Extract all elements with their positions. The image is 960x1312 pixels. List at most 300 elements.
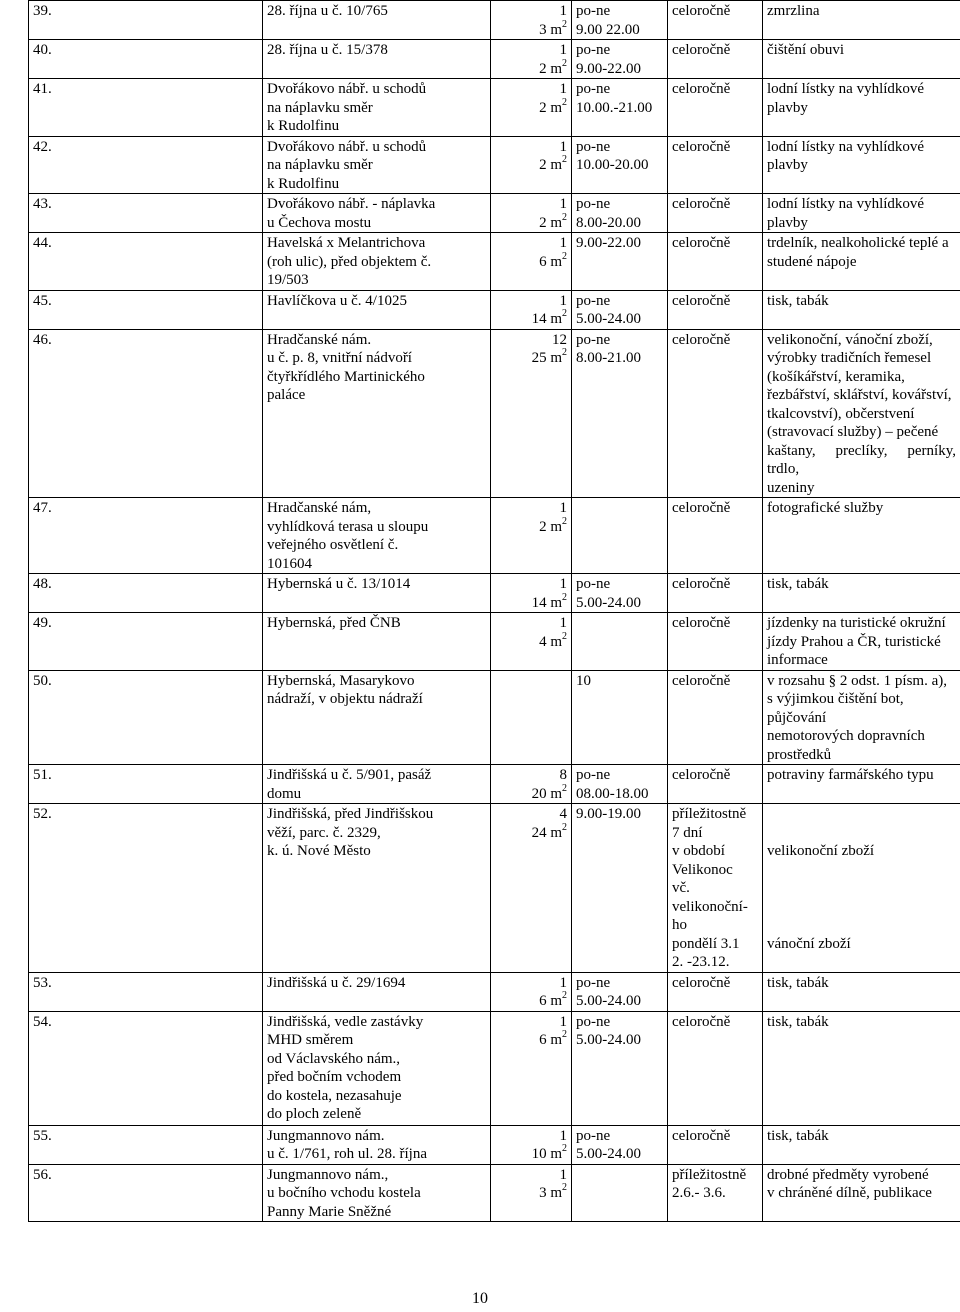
goods-cell [763, 1125, 960, 1164]
goods-line: jízdenky na turistické okružní [767, 615, 946, 631]
address-line: Hradčanské nám, [267, 500, 372, 516]
table-row [29, 1125, 960, 1164]
season-cell [668, 613, 763, 671]
goods-cell [763, 194, 960, 233]
row-number: 56. [33, 1166, 52, 1183]
address-line: u Čechova mostu [267, 214, 372, 231]
address-line: Dvořákovo nábř. - náplavka [267, 196, 436, 212]
goods-cell [763, 670, 960, 765]
season-line: celoročně [672, 576, 731, 592]
row-number-cell [29, 670, 263, 765]
row-number-cell [29, 1011, 263, 1125]
opening-hours-cell [572, 613, 668, 671]
season-line: 7 dní [672, 824, 703, 841]
address-cell [263, 40, 491, 79]
area-exponent: 2 [562, 154, 567, 165]
address-line: domu [267, 785, 302, 802]
stand-count: 1 [559, 196, 567, 212]
opening-hours-line: po-ne [576, 576, 611, 592]
goods-line: velikonoční zboží [767, 843, 875, 859]
goods-cell [763, 765, 960, 804]
goods-line: plavby [767, 214, 808, 231]
row-number-cell [29, 1164, 263, 1222]
stand-area: 6 $m^2$ [539, 1029, 567, 1048]
address-cell [263, 574, 491, 613]
address-cell [263, 1125, 491, 1164]
stand-area: 14 $m^2$ [531, 591, 567, 611]
season-cell [668, 194, 763, 233]
season-line: celoročně [672, 235, 731, 251]
season-cell [668, 79, 763, 137]
stand-count: 1 [559, 615, 567, 631]
row-number: 43. [33, 196, 52, 212]
season-cell [668, 40, 763, 79]
goods-line: jízdy Prahou a ČR, turistické [767, 633, 941, 650]
address-line: Dvořákovo nábř. u schodů [267, 138, 427, 155]
stands-area-cell [491, 233, 572, 291]
season-line: celoročně [672, 500, 731, 516]
row-number: 44. [33, 235, 52, 251]
stands-area-cell [491, 290, 572, 329]
row-number: 39. [33, 3, 52, 19]
address-line: Jindřišská u č. 5/901, pasáž [267, 767, 432, 783]
season-cell [668, 1011, 763, 1125]
opening-hours-cell [572, 1164, 668, 1222]
row-number-cell [29, 765, 263, 804]
stand-count: 1 [559, 576, 567, 592]
season-line: celoročně [672, 615, 731, 631]
address-line: Jungmannovo nám., [267, 1166, 389, 1183]
stands-area-cell [491, 804, 572, 973]
address-line: od Václavského nám., [267, 1050, 401, 1067]
row-number-cell [29, 136, 263, 194]
stands-area-cell [491, 79, 572, 137]
stands-area-cell [491, 574, 572, 613]
season-line: velikonoční- [672, 898, 748, 915]
opening-hours-line: po-ne [576, 767, 611, 783]
stands-area-cell [491, 670, 572, 765]
opening-hours-cell [572, 574, 668, 613]
opening-hours-cell [572, 290, 668, 329]
row-number: 47. [33, 500, 52, 516]
address-line: Jindřišská, vedle zastávky [267, 1013, 424, 1030]
goods-line [767, 916, 956, 935]
goods-line: v chráněné dílně, publikace [767, 1185, 932, 1201]
goods-cell [763, 1164, 960, 1222]
address-cell [263, 136, 491, 194]
season-line: příležitostně [672, 1166, 747, 1183]
table-row [29, 765, 960, 804]
goods-line: nemotorových dopravních [767, 728, 925, 744]
goods-cell [763, 804, 960, 973]
goods-line: prostředků [767, 746, 832, 763]
goods-cell [763, 613, 960, 671]
stands-area-cell [491, 1125, 572, 1164]
season-cell [668, 233, 763, 291]
stands-area-cell [491, 194, 572, 233]
goods-cell [763, 972, 960, 1011]
row-number-cell [29, 329, 263, 498]
table-row [29, 329, 960, 498]
season-line: celoročně [672, 138, 731, 155]
stand-area: 14 $m^2$ [531, 308, 567, 327]
address-line: do ploch zeleně [267, 1106, 362, 1122]
opening-hours-line: po-ne [576, 138, 611, 155]
address-cell [263, 329, 491, 498]
opening-hours-line: po-ne [576, 81, 611, 97]
stand-count: 1 [559, 974, 567, 991]
goods-cell [763, 79, 960, 137]
goods-cell [763, 233, 960, 291]
goods-line: řezbářství, sklářství, kovářství, [767, 387, 952, 403]
address-cell [263, 765, 491, 804]
stand-count: 8 [559, 767, 567, 783]
season-cell [668, 574, 763, 613]
stand-area: 25 $m^2$ [531, 347, 567, 366]
season-cell [668, 290, 763, 329]
opening-hours-cell [572, 498, 668, 574]
area-exponent: 2 [562, 782, 567, 794]
opening-hours-line: 10.00-20.00 [576, 157, 649, 173]
stand-area: 6 $m^2$ [539, 990, 567, 1009]
season-line: celoročně [672, 3, 731, 19]
address-cell [263, 79, 491, 137]
table-row [29, 290, 960, 329]
stands-area-cell [491, 40, 572, 79]
row-number-cell [29, 290, 263, 329]
goods-line [767, 898, 956, 917]
opening-hours-line: 5.00-24.00 [576, 1032, 641, 1048]
row-number-cell [29, 194, 263, 233]
address-line: k. ú. Nové Město [267, 843, 371, 859]
area-exponent: 2 [562, 18, 567, 30]
address-line: paláce [267, 387, 306, 403]
stands-area-cell [491, 1164, 572, 1222]
opening-hours-line: 8.00-20.00 [576, 214, 641, 231]
row-number-cell [29, 613, 263, 671]
opening-hours-line: 5.00-24.00 [576, 311, 641, 327]
season-cell [668, 765, 763, 804]
season-line: pondělí 3.1 [672, 935, 740, 952]
goods-line: kaštany, preclíky, perníky, trdlo, [767, 442, 956, 477]
table-row [29, 40, 960, 79]
opening-hours-cell [572, 1, 668, 40]
table-row [29, 1011, 960, 1125]
goods-line: lodní lístky na vyhlídkové [767, 138, 925, 155]
address-line: (roh ulic), před objektem č. [267, 253, 432, 270]
table-row [29, 670, 960, 765]
table-row [29, 194, 960, 233]
opening-hours-line: 9.00-22.00 [576, 235, 641, 251]
address-line: Hybernská u č. 13/1014 [267, 576, 411, 592]
address-line: 28. října u č. 10/765 [267, 3, 388, 19]
address-line: 101604 [267, 555, 312, 572]
opening-hours-cell [572, 765, 668, 804]
market-locations-table [28, 0, 960, 1222]
stands-area-cell [491, 765, 572, 804]
row-number: 48. [33, 576, 52, 592]
opening-hours-cell [572, 79, 668, 137]
opening-hours-cell [572, 1125, 668, 1164]
address-line: u bočního vchodu kostela [267, 1185, 421, 1201]
season-line: celoročně [672, 767, 731, 783]
goods-line: tkalcovství), občerstvení [767, 405, 915, 422]
opening-hours-cell [572, 670, 668, 765]
address-cell [263, 804, 491, 973]
address-line: na náplavku směr [267, 157, 373, 173]
stand-count: 1 [559, 3, 567, 19]
opening-hours-line: 9.00 22.00 [576, 21, 640, 38]
goods-line: plavby [767, 99, 808, 116]
address-line: Havlíčkova u č. 4/1025 [267, 292, 407, 309]
goods-line: s výjimkou čištění bot, [767, 691, 904, 707]
opening-hours-cell [572, 804, 668, 973]
table-row [29, 1, 960, 40]
goods-line [767, 879, 956, 898]
row-number-cell [29, 972, 263, 1011]
area-exponent: 2 [562, 515, 567, 527]
stand-count: 1 [559, 292, 567, 309]
row-number-cell [29, 1, 263, 40]
address-line: věží, parc. č. 2329, [267, 824, 381, 841]
opening-hours-cell [572, 136, 668, 194]
goods-line: drobné předměty vyrobené [767, 1166, 929, 1183]
table-row [29, 233, 960, 291]
stand-area: 2 $m^2$ [539, 96, 567, 116]
season-line: celoročně [672, 331, 731, 348]
stand-count: 1 [559, 1127, 567, 1144]
opening-hours-line: 08.00-18.00 [576, 785, 649, 802]
row-number: 50. [33, 672, 52, 689]
goods-line: v rozsahu § 2 odst. 1 písm. a), [767, 672, 947, 689]
table-row [29, 972, 960, 1011]
address-cell [263, 1164, 491, 1222]
table-row [29, 804, 960, 973]
season-line: celoročně [672, 42, 731, 58]
stands-area-cell [491, 1, 572, 40]
area-exponent: 2 [562, 250, 567, 262]
row-number: 41. [33, 81, 52, 97]
goods-line: plavby [767, 157, 808, 173]
season-line: celoročně [672, 81, 731, 97]
area-exponent: 2 [562, 211, 567, 223]
address-cell [263, 498, 491, 574]
row-number-cell [29, 233, 263, 291]
stands-area-cell [491, 498, 572, 574]
address-cell [263, 613, 491, 671]
address-line: do kostela, nezasahuje [267, 1087, 402, 1104]
goods-line: (stravovací služby) – pečené [767, 424, 939, 440]
address-line: před bočním vchodem [267, 1069, 402, 1085]
goods-cell [763, 329, 960, 498]
goods-line: vánoční zboží [767, 935, 851, 952]
opening-hours-line: 5.00-24.00 [576, 594, 641, 611]
season-line: 2. -23.12. [672, 954, 730, 970]
opening-hours-line: 9.00-22.00 [576, 60, 641, 77]
row-number: 42. [33, 138, 52, 155]
goods-line [767, 861, 956, 880]
row-number: 45. [33, 292, 52, 309]
goods-line: tisk, tabák [767, 292, 829, 309]
opening-hours-line: po-ne [576, 196, 611, 212]
season-cell [668, 136, 763, 194]
area-exponent: 2 [562, 347, 567, 358]
address-line: k Rudolfinu [267, 118, 340, 134]
goods-line: tisk, tabák [767, 974, 829, 991]
goods-cell [763, 574, 960, 613]
season-cell [668, 498, 763, 574]
stand-area: 3 $m^2$ [539, 18, 567, 38]
goods-line: půjčování [767, 709, 827, 726]
address-line: Panny Marie Sněžné [267, 1203, 392, 1220]
area-exponent: 2 [562, 591, 567, 603]
address-line: veřejného osvětlení č. [267, 537, 399, 553]
address-line: Jungmannovo nám. [267, 1127, 385, 1144]
opening-hours-line: po-ne [576, 3, 611, 19]
row-number: 54. [33, 1013, 52, 1030]
row-number: 52. [33, 806, 52, 822]
area-exponent: 2 [562, 96, 567, 108]
row-number: 53. [33, 974, 52, 991]
goods-line: lodní lístky na vyhlídkové [767, 81, 925, 97]
goods-line: lodní lístky na vyhlídkové [767, 196, 925, 212]
season-line: 2.6.- 3.6. [672, 1185, 726, 1201]
address-line: u č. 1/761, roh ul. 28. října [267, 1146, 427, 1162]
row-number: 55. [33, 1127, 52, 1144]
address-line: Hradčanské nám. [267, 331, 372, 348]
goods-line: velikonoční, vánoční zboží, [767, 331, 933, 348]
opening-hours-line: 5.00-24.00 [576, 1146, 641, 1162]
goods-line: studené nápoje [767, 253, 857, 270]
address-line: Hybernská, Masarykovo [267, 672, 415, 689]
stands-area-cell [491, 136, 572, 194]
season-line: ho [672, 917, 687, 933]
season-line: celoročně [672, 672, 731, 689]
goods-cell [763, 498, 960, 574]
stand-area: 24 $m^2$ [531, 821, 567, 841]
area-exponent: 2 [562, 1029, 567, 1040]
opening-hours-line: 9.00-19.00 [576, 806, 641, 822]
area-exponent: 2 [562, 630, 567, 642]
address-cell [263, 1011, 491, 1125]
stand-area: 2 $m^2$ [539, 211, 567, 231]
address-line: MHD směrem [267, 1032, 354, 1048]
stand-count: 12 [552, 331, 567, 348]
season-cell [668, 1125, 763, 1164]
area-exponent: 2 [562, 990, 567, 1001]
opening-hours-line: po-ne [576, 1127, 611, 1144]
area-exponent: 2 [562, 57, 567, 69]
goods-line: tisk, tabák [767, 1127, 829, 1144]
area-exponent: 2 [562, 1143, 567, 1154]
season-line: celoročně [672, 1127, 731, 1144]
address-line: 28. října u č. 15/378 [267, 42, 388, 58]
row-number: 49. [33, 615, 52, 631]
stands-area-cell [491, 329, 572, 498]
goods-line: informace [767, 652, 828, 668]
stand-count: 4 [559, 806, 567, 822]
opening-hours-line: po-ne [576, 292, 611, 309]
season-cell [668, 670, 763, 765]
season-line: celoročně [672, 196, 731, 212]
goods-cell [763, 1011, 960, 1125]
stand-area: 2 $m^2$ [539, 154, 567, 173]
address-line: Jindřišská, před Jindřišskou [267, 806, 434, 822]
season-cell [668, 329, 763, 498]
row-number-cell [29, 498, 263, 574]
address-line: čtyřkřídlého Martinického [267, 368, 425, 385]
goods-cell [763, 1, 960, 40]
stand-count: 1 [559, 235, 567, 251]
goods-line [767, 824, 956, 843]
goods-line: trdelník, nealkoholické teplé a [767, 235, 949, 251]
row-number-cell [29, 804, 263, 973]
goods-line: uzeniny [767, 479, 815, 496]
opening-hours-cell [572, 329, 668, 498]
row-number: 51. [33, 767, 52, 783]
goods-cell [763, 290, 960, 329]
address-line: Hybernská, před ČNB [267, 615, 401, 631]
opening-hours-line: 5.00-24.00 [576, 993, 641, 1009]
opening-hours-cell [572, 194, 668, 233]
stand-area: 2 $m^2$ [539, 57, 567, 77]
stand-area: 6 $m^2$ [539, 250, 567, 270]
address-line: nádraží, v objektu nádraží [267, 691, 423, 707]
address-line: Dvořákovo nábř. u schodů [267, 81, 427, 97]
opening-hours-line: 8.00-21.00 [576, 350, 641, 366]
season-line: v období [672, 843, 725, 859]
address-line: vyhlídková terasa u sloupu [267, 518, 429, 535]
table-row [29, 498, 960, 574]
area-exponent: 2 [562, 308, 567, 319]
opening-hours-line: po-ne [576, 42, 611, 58]
season-line: příležitostně [672, 806, 747, 822]
opening-hours-line: po-ne [576, 1013, 611, 1030]
stand-area: 20 $m^2$ [531, 782, 567, 802]
goods-line [767, 805, 956, 824]
season-cell [668, 804, 763, 973]
goods-cell [763, 40, 960, 79]
address-cell [263, 194, 491, 233]
opening-hours-cell [572, 1011, 668, 1125]
goods-line: potraviny farmářského typu [767, 767, 934, 783]
stand-count: 1 [559, 500, 567, 516]
table-row [29, 136, 960, 194]
goods-line: čištění obuvi [767, 42, 845, 58]
goods-line: fotografické služby [767, 500, 884, 516]
stand-area: 3 $m^2$ [539, 1182, 567, 1201]
table-row [29, 79, 960, 137]
address-cell [263, 670, 491, 765]
season-line: celoročně [672, 292, 731, 309]
stands-area-cell [491, 972, 572, 1011]
address-line: Jindřišská u č. 29/1694 [267, 974, 406, 991]
address-cell [263, 290, 491, 329]
area-exponent: 2 [562, 1182, 567, 1193]
table-body [29, 1, 960, 1222]
stand-area: 4 $m^2$ [539, 630, 567, 650]
address-cell [263, 1, 491, 40]
goods-line: zmrzlina [767, 3, 820, 19]
goods-cell [763, 136, 960, 194]
address-line: k Rudolfinu [267, 175, 340, 192]
opening-hours-cell [572, 233, 668, 291]
goods-line: výrobky tradičních řemesel [767, 350, 932, 366]
season-line: Velikonoc [672, 861, 733, 878]
season-line: vč. [672, 880, 690, 896]
season-line: celoročně [672, 974, 731, 991]
address-line: u č. p. 8, vnitřní nádvoří [267, 350, 412, 366]
